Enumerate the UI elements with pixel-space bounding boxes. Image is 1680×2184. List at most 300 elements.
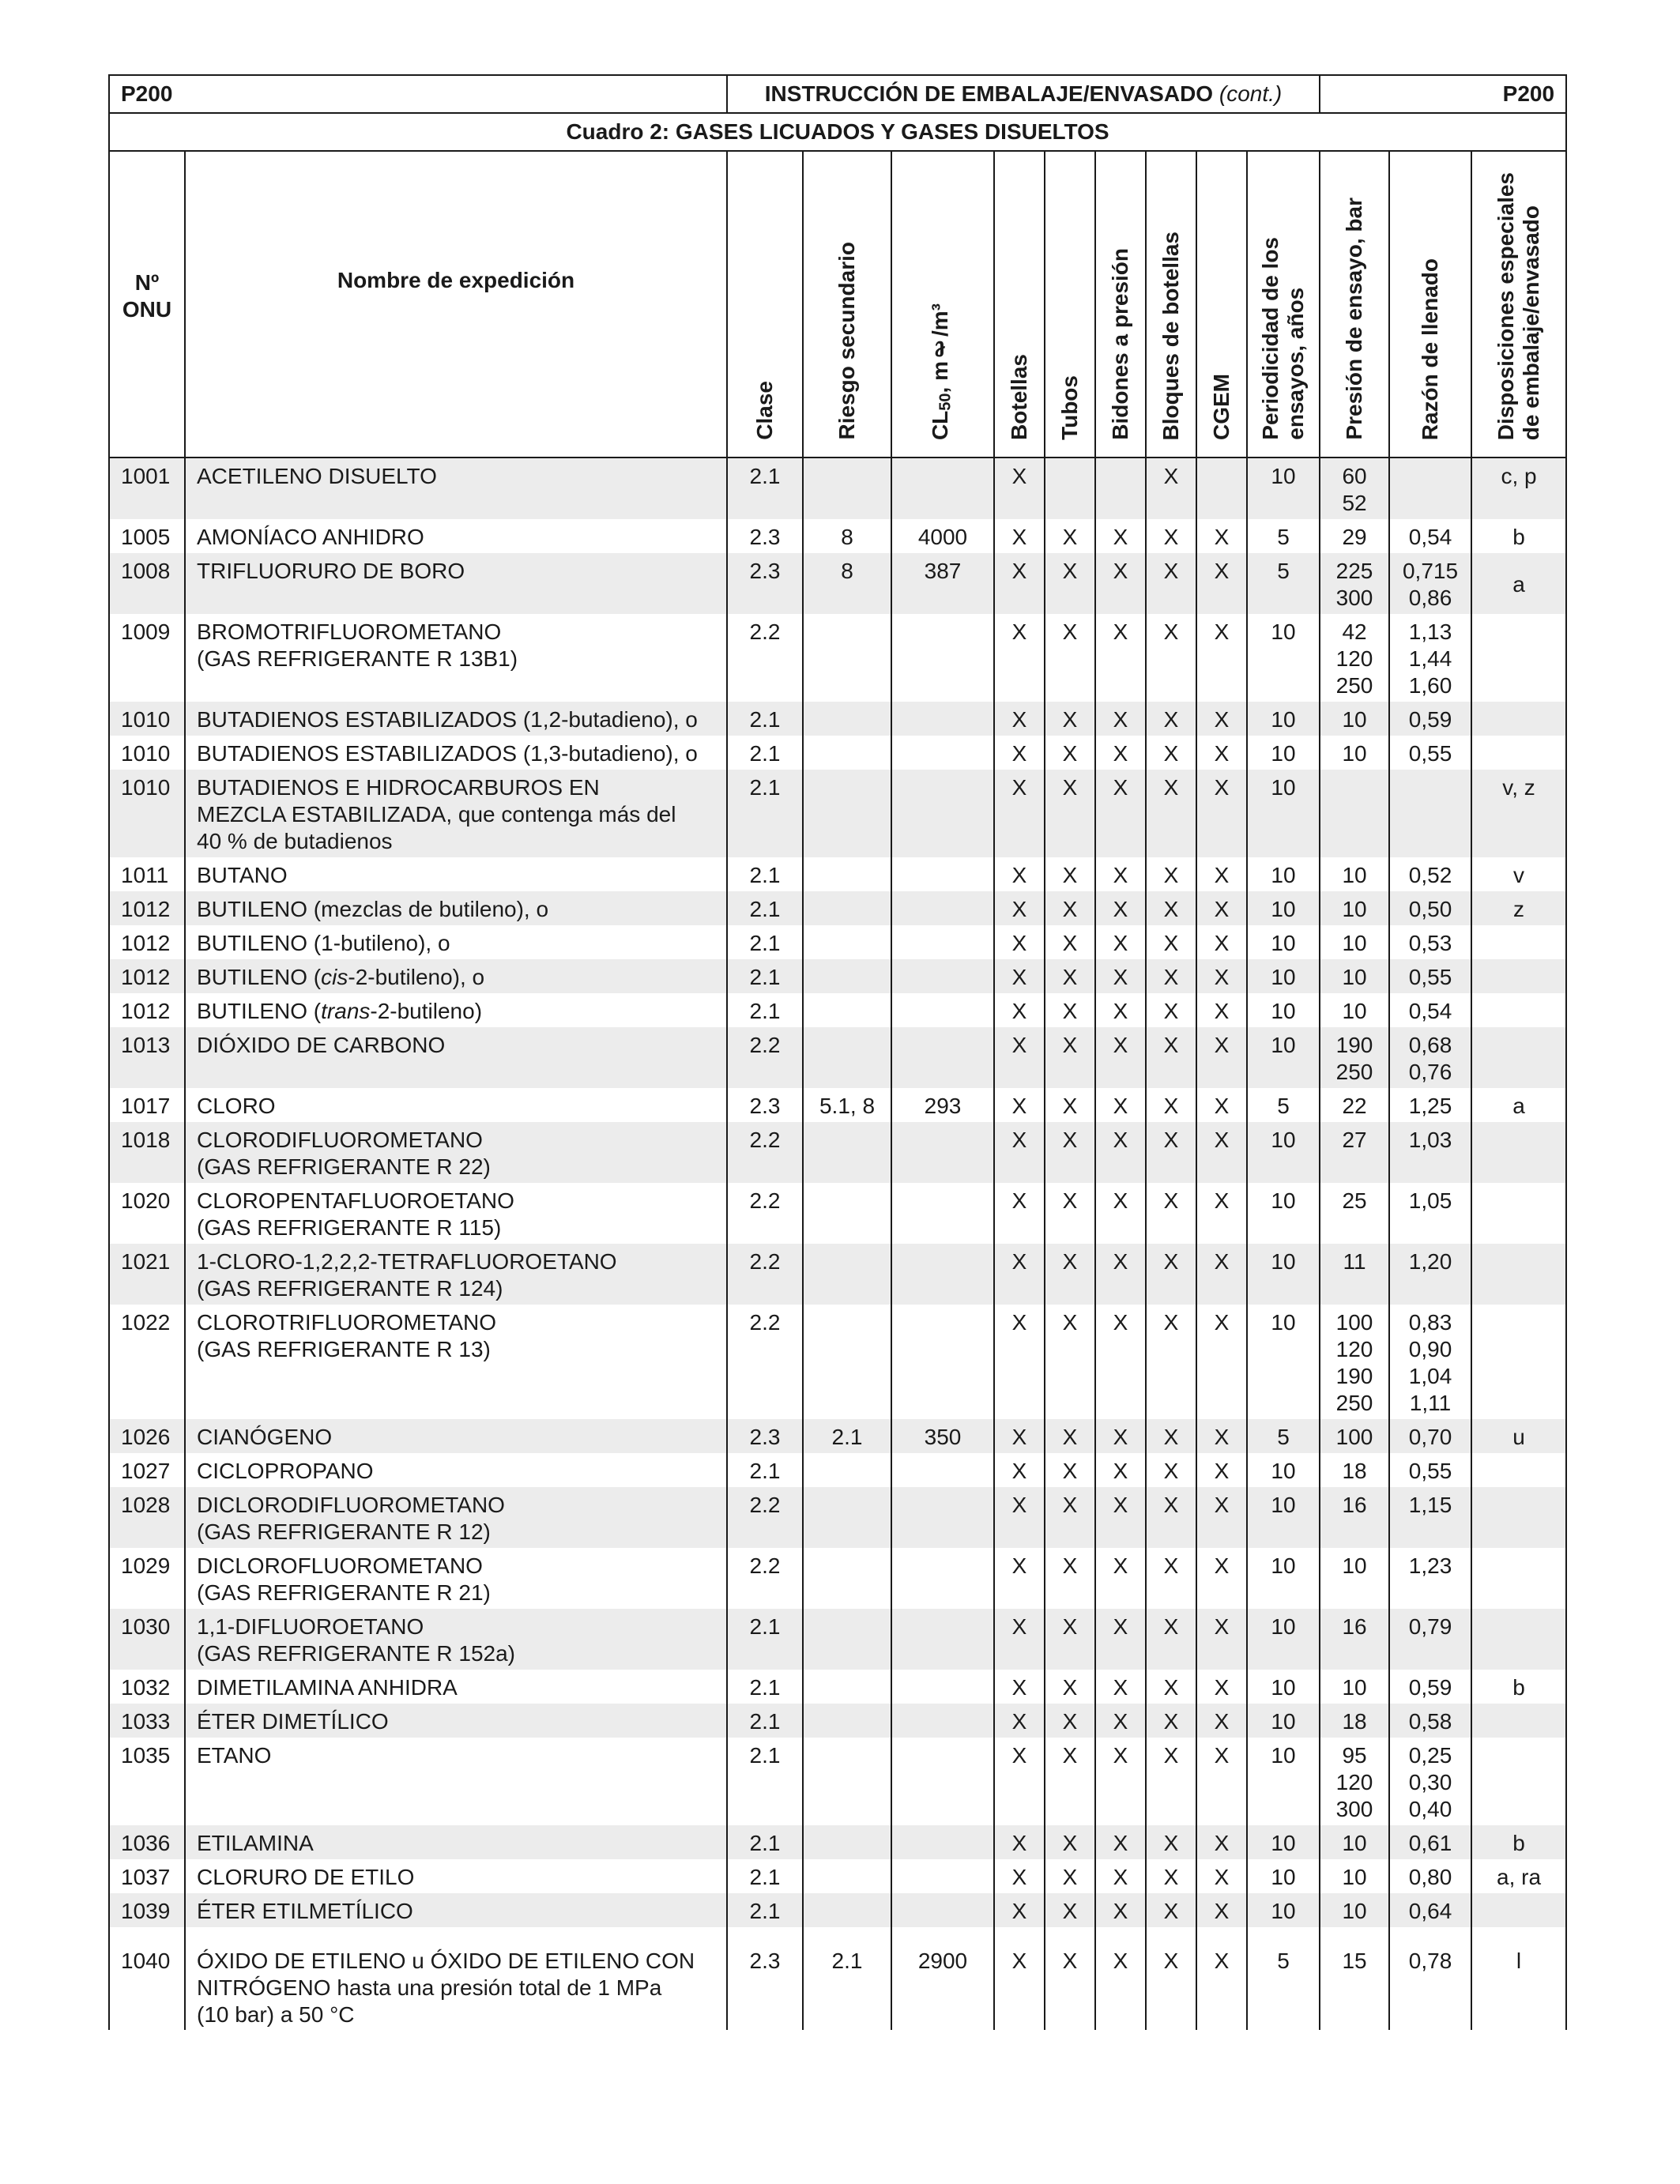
cell-clase: 2.1 <box>727 857 803 891</box>
cell-clase: 2.2 <box>727 614 803 702</box>
cell-blo: X <box>1146 553 1196 614</box>
cell-disp <box>1471 702 1566 736</box>
cell-pres: 10 <box>1320 857 1389 891</box>
cell-riesgo <box>803 925 891 959</box>
cell-riesgo <box>803 1122 891 1183</box>
cell-clase: 2.3 <box>727 553 803 614</box>
cell-disp <box>1471 1738 1566 1825</box>
cell-cgem: X <box>1196 1183 1247 1244</box>
cell-raz: 0,52 <box>1389 857 1471 891</box>
cell-disp <box>1471 959 1566 993</box>
cell-pres: 10 <box>1320 959 1389 993</box>
table-row <box>109 1825 1566 1859</box>
cell-blo: X <box>1146 891 1196 925</box>
cell-clase: 2.1 <box>727 1859 803 1893</box>
cell-bid: X <box>1095 1943 1146 2030</box>
cell-disp <box>1471 614 1566 702</box>
cell-bid: X <box>1095 614 1146 702</box>
cell-name: 1,1-DIFLUOROETANO (GAS REFRIGERANTE R 152a) <box>185 1609 727 1670</box>
cell-cgem: X <box>1196 702 1247 736</box>
cell-per: 10 <box>1247 614 1320 702</box>
cell-onu: 1018 <box>109 1122 185 1183</box>
cell-cgem: X <box>1196 959 1247 993</box>
cell-bot: X <box>994 1244 1045 1305</box>
cell-cl50 <box>891 993 994 1027</box>
cell-blo: X <box>1146 458 1196 519</box>
cell-bid: X <box>1095 1825 1146 1859</box>
cell-pres: 10 <box>1320 1548 1389 1609</box>
cell-pres: 10 <box>1320 1893 1389 1927</box>
cell-pres: 60 52 <box>1320 458 1389 519</box>
col-header-periodicidad <box>1247 151 1320 458</box>
cell-riesgo <box>803 891 891 925</box>
cell-onu: 1010 <box>109 736 185 770</box>
cell-raz: 0,59 <box>1389 702 1471 736</box>
cell-cgem: X <box>1196 736 1247 770</box>
col-header-onu <box>109 151 185 458</box>
cell-blo: X <box>1146 1244 1196 1305</box>
cell-bot: X <box>994 1859 1045 1893</box>
row-spacer <box>109 1927 1566 1943</box>
col-header-tubos <box>1045 151 1095 458</box>
cell-cgem: X <box>1196 770 1247 857</box>
cell-name: BUTADIENOS ESTABILIZADOS (1,3-butadieno), o <box>185 736 727 770</box>
cell-bid: X <box>1095 1893 1146 1927</box>
cell-cgem: X <box>1196 1859 1247 1893</box>
table-row <box>109 1027 1566 1088</box>
cell-onu: 1021 <box>109 1244 185 1305</box>
cell-onu: 1010 <box>109 702 185 736</box>
cell-onu: 1030 <box>109 1609 185 1670</box>
cell-bid: X <box>1095 1670 1146 1704</box>
cell-onu: 1010 <box>109 770 185 857</box>
table-body <box>109 458 1566 2030</box>
cell-riesgo <box>803 1825 891 1859</box>
col-header-botellas <box>994 151 1045 458</box>
cell-pres: 95 120 300 <box>1320 1738 1389 1825</box>
cell-riesgo <box>803 1670 891 1704</box>
cell-bid: X <box>1095 1088 1146 1122</box>
cell-name: DICLORODIFLUOROMETANO (GAS REFRIGERANTE R 12) <box>185 1487 727 1548</box>
disposiciones-line2: de embalaje/envasado <box>1519 205 1544 440</box>
cell-disp: a <box>1471 553 1566 614</box>
cell-tub: X <box>1045 1738 1095 1825</box>
cell-disp <box>1471 1453 1566 1487</box>
cell-cgem: X <box>1196 1609 1247 1670</box>
cell-disp: c, p <box>1471 458 1566 519</box>
cell-cl50 <box>891 1487 994 1548</box>
cell-onu: 1028 <box>109 1487 185 1548</box>
cell-cl50 <box>891 1609 994 1670</box>
cell-tub: X <box>1045 1419 1095 1453</box>
cell-raz: 0,25 0,30 0,40 <box>1389 1738 1471 1825</box>
cell-riesgo: 2.1 <box>803 1943 891 2030</box>
cell-bot: X <box>994 925 1045 959</box>
cell-per: 10 <box>1247 736 1320 770</box>
cell-bot: X <box>994 1943 1045 2030</box>
cell-name: ETANO <box>185 1738 727 1825</box>
cell-cl50 <box>891 1122 994 1183</box>
table-subtitle-row <box>109 113 1566 151</box>
cell-cgem: X <box>1196 1487 1247 1548</box>
col-header-cgem <box>1196 151 1247 458</box>
cell-blo: X <box>1146 857 1196 891</box>
table-row <box>109 857 1566 891</box>
onu-header-line2: ONU <box>122 297 172 322</box>
cell-bid: X <box>1095 702 1146 736</box>
table-subtitle: Cuadro 2: GASES LICUADOS Y GASES DISUELTOS <box>109 113 1566 151</box>
cell-blo: X <box>1146 959 1196 993</box>
cell-tub: X <box>1045 1704 1095 1738</box>
cell-clase: 2.2 <box>727 1183 803 1244</box>
cell-raz: 0,61 <box>1389 1825 1471 1859</box>
cell-cgem: X <box>1196 1548 1247 1609</box>
cell-pres: 10 <box>1320 993 1389 1027</box>
cell-bot: X <box>994 736 1045 770</box>
cell-disp: l <box>1471 1943 1566 2030</box>
cell-bot: X <box>994 1487 1045 1548</box>
cell-cl50 <box>891 770 994 857</box>
cell-bot: X <box>994 1305 1045 1419</box>
cell-cgem: X <box>1196 519 1247 553</box>
cell-onu: 1008 <box>109 553 185 614</box>
cell-pres: 22 <box>1320 1088 1389 1122</box>
cell-name: ETILAMINA <box>185 1825 727 1859</box>
cell-onu: 1040 <box>109 1943 185 2030</box>
cell-clase: 2.3 <box>727 1943 803 2030</box>
cell-bid: X <box>1095 891 1146 925</box>
cell-name: AMONÍACO ANHIDRO <box>185 519 727 553</box>
cell-tub: X <box>1045 736 1095 770</box>
code-right-text: P200 <box>1502 81 1555 106</box>
cell-name: CLORODIFLUOROMETANO (GAS REFRIGERANTE R 22) <box>185 1122 727 1183</box>
cell-riesgo: 8 <box>803 519 891 553</box>
cell-onu: 1009 <box>109 614 185 702</box>
cell-riesgo <box>803 1609 891 1670</box>
cell-bot: X <box>994 614 1045 702</box>
tubos-header-text: Tubos <box>1057 375 1082 440</box>
cell-blo: X <box>1146 1738 1196 1825</box>
cell-disp: v <box>1471 857 1566 891</box>
instruction-code-right <box>1320 75 1566 113</box>
cell-cl50 <box>891 1893 994 1927</box>
cell-name: BUTILENO (trans-2-butileno) <box>185 993 727 1027</box>
cell-onu: 1020 <box>109 1183 185 1244</box>
cell-onu: 1029 <box>109 1548 185 1609</box>
cell-cl50: 387 <box>891 553 994 614</box>
cell-onu: 1001 <box>109 458 185 519</box>
cell-onu: 1005 <box>109 519 185 553</box>
cell-per: 10 <box>1247 1704 1320 1738</box>
cell-blo: X <box>1146 1088 1196 1122</box>
cell-disp <box>1471 925 1566 959</box>
cell-bid: X <box>1095 1609 1146 1670</box>
cell-disp: a <box>1471 1088 1566 1122</box>
cell-blo: X <box>1146 1027 1196 1088</box>
cell-per: 5 <box>1247 1419 1320 1453</box>
cell-raz: 1,20 <box>1389 1244 1471 1305</box>
table-row <box>109 736 1566 770</box>
cell-clase: 2.1 <box>727 1893 803 1927</box>
cell-name: BUTILENO (mezclas de butileno), o <box>185 891 727 925</box>
cell-bot: X <box>994 891 1045 925</box>
col-header-bloques <box>1146 151 1196 458</box>
cell-tub: X <box>1045 891 1095 925</box>
cell-bot: X <box>994 458 1045 519</box>
cell-tub: X <box>1045 1027 1095 1088</box>
cell-riesgo <box>803 1244 891 1305</box>
table-row <box>109 1487 1566 1548</box>
cell-raz: 0,80 <box>1389 1859 1471 1893</box>
cell-clase: 2.1 <box>727 1738 803 1825</box>
cell-riesgo <box>803 959 891 993</box>
cell-cgem: X <box>1196 1244 1247 1305</box>
cell-bid: X <box>1095 736 1146 770</box>
cell-tub: X <box>1045 519 1095 553</box>
cell-blo: X <box>1146 925 1196 959</box>
cell-riesgo <box>803 1027 891 1088</box>
cell-per: 10 <box>1247 1825 1320 1859</box>
periodicidad-header-text <box>1258 237 1309 440</box>
cell-tub: X <box>1045 1487 1095 1548</box>
cell-cl50 <box>891 1305 994 1419</box>
cell-riesgo <box>803 1738 891 1825</box>
cell-disp <box>1471 1548 1566 1609</box>
cell-tub: X <box>1045 702 1095 736</box>
cell-cl50 <box>891 1548 994 1609</box>
cell-clase: 2.1 <box>727 458 803 519</box>
cell-cgem: X <box>1196 1670 1247 1704</box>
cell-riesgo <box>803 1548 891 1609</box>
table-row <box>109 1548 1566 1609</box>
cell-per: 10 <box>1247 925 1320 959</box>
cell-cgem: X <box>1196 1704 1247 1738</box>
cell-name: ÓXIDO DE ETILENO u ÓXIDO DE ETILENO CON NITRÓGENO hasta una presión total de 1 MPa (10 bar) a 50 °C <box>185 1943 727 2030</box>
cell-tub: X <box>1045 993 1095 1027</box>
onu-header-line1: Nº <box>134 270 160 295</box>
presion-header-text: Presión de ensayo, bar <box>1342 198 1367 440</box>
cell-bid: X <box>1095 1738 1146 1825</box>
cell-raz: 0,83 0,90 1,04 1,11 <box>1389 1305 1471 1419</box>
cell-onu: 1011 <box>109 857 185 891</box>
cell-onu: 1012 <box>109 959 185 993</box>
cell-cl50 <box>891 1453 994 1487</box>
cell-cgem: X <box>1196 1825 1247 1859</box>
cell-disp <box>1471 1244 1566 1305</box>
cell-disp <box>1471 993 1566 1027</box>
cell-clase: 2.3 <box>727 1088 803 1122</box>
cell-bot: X <box>994 702 1045 736</box>
cell-bot: X <box>994 1670 1045 1704</box>
spacer-cell <box>109 1927 185 1943</box>
cell-onu: 1033 <box>109 1704 185 1738</box>
table-row <box>109 959 1566 993</box>
cell-pres: 100 120 190 250 <box>1320 1305 1389 1419</box>
cell-clase: 2.2 <box>727 1122 803 1183</box>
cell-clase: 2.1 <box>727 1704 803 1738</box>
cell-raz: 0,78 <box>1389 1943 1471 2030</box>
cell-blo: X <box>1146 736 1196 770</box>
cell-blo: X <box>1146 1122 1196 1183</box>
cell-bot: X <box>994 1548 1045 1609</box>
cell-bid: X <box>1095 1419 1146 1453</box>
isomer-prefix: cis <box>321 965 348 989</box>
cell-name: CLOROPENTAFLUOROETANO (GAS REFRIGERANTE R 115) <box>185 1183 727 1244</box>
razon-header-text: Razón de llenado <box>1418 258 1443 440</box>
disposiciones-line1: Disposiciones especiales <box>1494 171 1519 440</box>
cell-clase: 2.1 <box>727 1609 803 1670</box>
table-row <box>109 925 1566 959</box>
cell-clase: 2.1 <box>727 736 803 770</box>
table-row <box>109 1738 1566 1825</box>
cell-bid: X <box>1095 1305 1146 1419</box>
cell-per: 10 <box>1247 1859 1320 1893</box>
table-row <box>109 553 1566 614</box>
cell-blo: X <box>1146 614 1196 702</box>
cell-onu: 1037 <box>109 1859 185 1893</box>
cell-disp: u <box>1471 1419 1566 1453</box>
cell-tub: X <box>1045 925 1095 959</box>
cell-onu: 1032 <box>109 1670 185 1704</box>
cell-cgem: X <box>1196 1122 1247 1183</box>
cl50-prefix: CL <box>927 410 952 440</box>
cell-cl50 <box>891 1183 994 1244</box>
cell-name: BUTANO <box>185 857 727 891</box>
cell-cgem: X <box>1196 553 1247 614</box>
cell-riesgo <box>803 458 891 519</box>
cell-pres: 18 <box>1320 1453 1389 1487</box>
cell-bid: X <box>1095 1122 1146 1183</box>
cell-riesgo <box>803 1183 891 1244</box>
cell-blo: X <box>1146 519 1196 553</box>
cell-name: ACETILENO DISUELTO <box>185 458 727 519</box>
cell-pres: 16 <box>1320 1487 1389 1548</box>
cell-raz: 1,13 1,44 1,60 <box>1389 614 1471 702</box>
spacer-cell <box>1320 1927 1389 1943</box>
cell-pres <box>1320 770 1389 857</box>
cell-disp <box>1471 1487 1566 1548</box>
cell-raz: 1,15 <box>1389 1487 1471 1548</box>
cell-riesgo <box>803 1893 891 1927</box>
cl50-header-text <box>928 303 959 440</box>
cell-tub <box>1045 458 1095 519</box>
col-header-name <box>185 151 727 458</box>
cell-raz: 0,55 <box>1389 736 1471 770</box>
table-row <box>109 1943 1566 2030</box>
cell-bid: X <box>1095 519 1146 553</box>
cell-riesgo: 2.1 <box>803 1419 891 1453</box>
cell-cl50: 2900 <box>891 1943 994 2030</box>
column-header-row <box>109 151 1566 458</box>
cell-per: 10 <box>1247 857 1320 891</box>
cell-tub: X <box>1045 1088 1095 1122</box>
cell-blo: X <box>1146 702 1196 736</box>
cell-bid: X <box>1095 993 1146 1027</box>
cell-cl50 <box>891 1704 994 1738</box>
cell-pres: 190 250 <box>1320 1027 1389 1088</box>
table-row <box>109 1183 1566 1244</box>
cell-blo: X <box>1146 1548 1196 1609</box>
spacer-cell <box>1389 1927 1471 1943</box>
cell-riesgo <box>803 614 891 702</box>
cell-raz: 0,50 <box>1389 891 1471 925</box>
cell-cl50 <box>891 736 994 770</box>
cell-per: 10 <box>1247 1305 1320 1419</box>
cell-raz <box>1389 770 1471 857</box>
table-row <box>109 993 1566 1027</box>
cell-raz: 0,79 <box>1389 1609 1471 1670</box>
cell-name: ÉTER DIMETÍLICO <box>185 1704 727 1738</box>
cell-bot: X <box>994 1704 1045 1738</box>
cell-clase: 2.1 <box>727 1825 803 1859</box>
cell-per: 10 <box>1247 1670 1320 1704</box>
cell-per: 10 <box>1247 1453 1320 1487</box>
cell-cgem: X <box>1196 1305 1247 1419</box>
cell-per: 10 <box>1247 702 1320 736</box>
cell-cl50 <box>891 702 994 736</box>
instruction-title-row <box>109 75 1566 113</box>
cell-raz: 1,23 <box>1389 1548 1471 1609</box>
cell-onu: 1026 <box>109 1419 185 1453</box>
cell-tub: X <box>1045 1244 1095 1305</box>
col-header-clase <box>727 151 803 458</box>
cl50-suffix: , mℓ/m³ <box>927 303 952 393</box>
cell-clase: 2.2 <box>727 1487 803 1548</box>
cell-pres: 15 <box>1320 1943 1389 2030</box>
cell-bid: X <box>1095 1704 1146 1738</box>
cell-clase: 2.1 <box>727 959 803 993</box>
cell-raz: 0,58 <box>1389 1704 1471 1738</box>
cell-raz: 0,54 <box>1389 519 1471 553</box>
cell-bot: X <box>994 1088 1045 1122</box>
cell-per: 5 <box>1247 1088 1320 1122</box>
cell-per: 10 <box>1247 1893 1320 1927</box>
title-text: INSTRUCCIÓN DE EMBALAJE/ENVASADO <box>764 81 1214 106</box>
cell-bid: X <box>1095 1183 1146 1244</box>
cell-tub: X <box>1045 1305 1095 1419</box>
cell-pres: 18 <box>1320 1704 1389 1738</box>
cell-bot: X <box>994 993 1045 1027</box>
cell-per: 10 <box>1247 1609 1320 1670</box>
table-row <box>109 1305 1566 1419</box>
cell-tub: X <box>1045 1893 1095 1927</box>
cell-disp <box>1471 1305 1566 1419</box>
cell-bid: X <box>1095 553 1146 614</box>
cell-per: 10 <box>1247 1122 1320 1183</box>
cell-clase: 2.1 <box>727 925 803 959</box>
cell-riesgo <box>803 770 891 857</box>
col-header-disposiciones <box>1471 151 1566 458</box>
cell-onu: 1012 <box>109 993 185 1027</box>
cell-raz: 0,53 <box>1389 925 1471 959</box>
cell-name: CLORO <box>185 1088 727 1122</box>
cell-onu: 1027 <box>109 1453 185 1487</box>
cell-bid: X <box>1095 959 1146 993</box>
cell-cl50 <box>891 458 994 519</box>
table-row <box>109 1244 1566 1305</box>
col-header-riesgo <box>803 151 891 458</box>
cell-cl50: 293 <box>891 1088 994 1122</box>
cell-bot: X <box>994 1825 1045 1859</box>
cell-disp: b <box>1471 1670 1566 1704</box>
cell-blo: X <box>1146 1419 1196 1453</box>
cell-per: 10 <box>1247 770 1320 857</box>
table-row <box>109 614 1566 702</box>
cell-bid <box>1095 458 1146 519</box>
cell-name: BUTILENO (1-butileno), o <box>185 925 727 959</box>
cell-disp <box>1471 1704 1566 1738</box>
cell-pres: 10 <box>1320 702 1389 736</box>
